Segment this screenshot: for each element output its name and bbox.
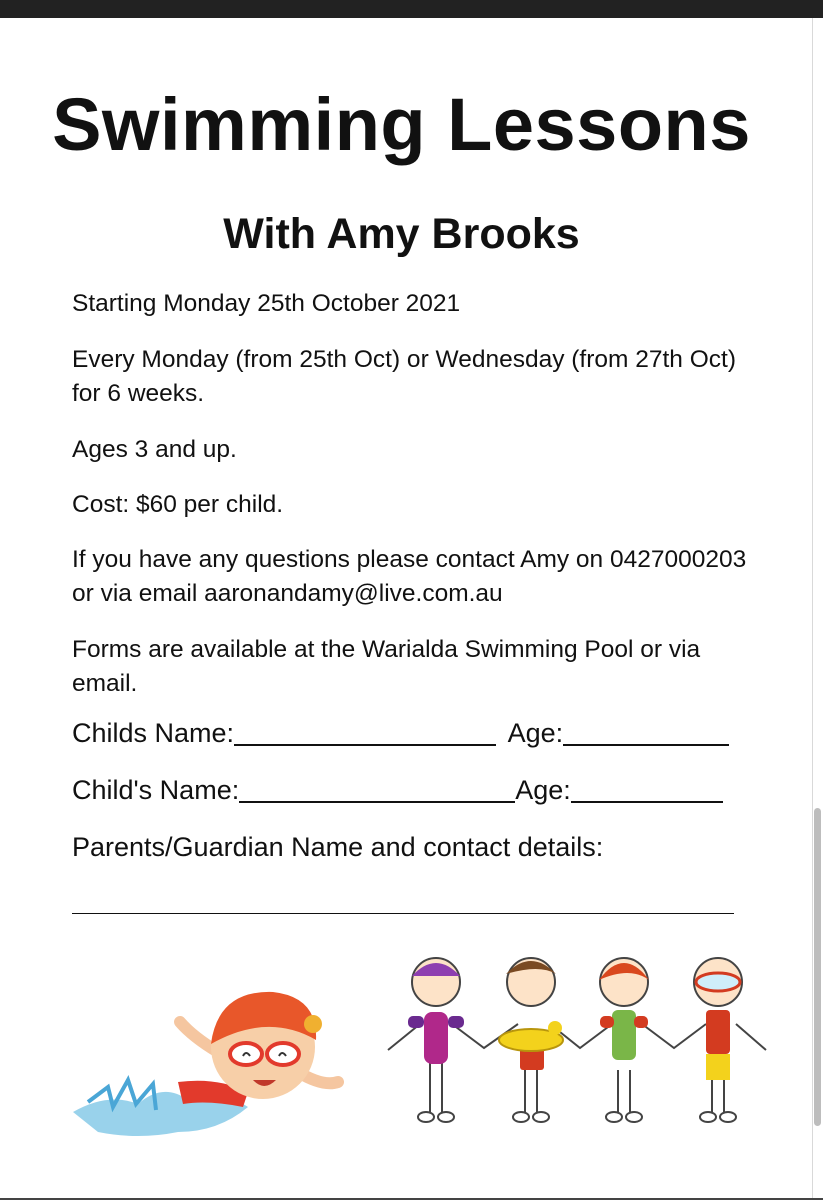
cost-text: Cost: $60 per child. [72,491,284,518]
scrollbar-thumb[interactable] [814,808,821,1126]
child1-name-field[interactable] [234,718,496,746]
schedule-text: Every Monday (from 25th Oct) or Wednesday (from 27th Oct) for 6 weeks. [72,346,737,407]
child1-name-label: Childs Name: [72,718,235,748]
flyer-subtitle: With Amy Brooks [223,210,580,258]
child1-age-field[interactable] [563,718,729,746]
child2-name-label: Child's Name: [72,775,240,805]
child1-age-label: Age: [507,718,564,748]
top-bar [0,0,823,18]
child2-row [72,772,752,808]
parent-row [72,829,752,865]
page-edge [812,18,813,1200]
flyer-title: Swimming Lessons [52,83,751,166]
parent-details-field[interactable] [72,913,734,914]
forms-text: Forms are available at the Warialda Swimming Pool or via email. [72,636,701,697]
start-date: Starting Monday 25th October 2021 [72,290,461,317]
kids-illustration [380,952,780,1132]
swimmer-illustration [68,982,358,1152]
child2-name-field[interactable] [239,775,515,803]
child2-age-field[interactable] [571,775,723,803]
child1-row [72,715,752,751]
ages-text: Ages 3 and up. [72,436,237,463]
contact-text: If you have any questions please contact Amy on 0427000203 or via email aaronandamy@live.com.au [72,546,747,607]
parent-label: Parents/Guardian Name and contact details: [72,832,604,862]
child2-age-label: Age: [515,775,571,805]
